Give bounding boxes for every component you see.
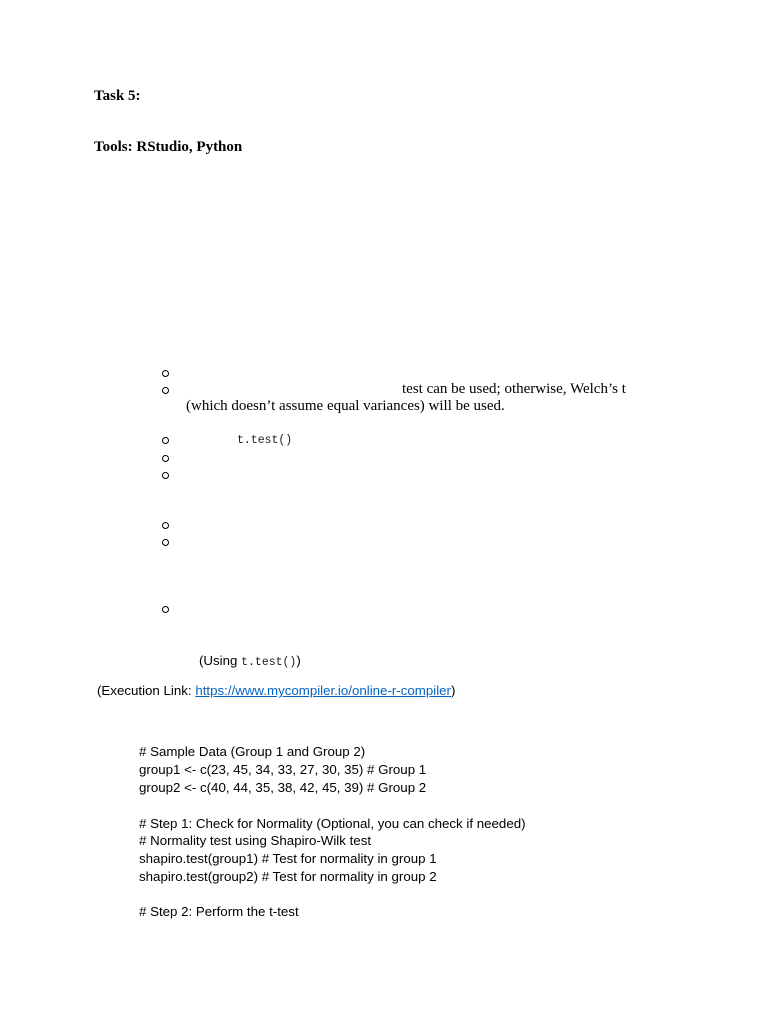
code-line: # Sample Data (Group 1 and Group 2) [139, 744, 366, 759]
bullet-marker-7 [162, 539, 169, 546]
bullet-marker-1 [162, 370, 169, 377]
bullet-2-continuation: (which doesn’t assume equal variances) will be used. [186, 398, 505, 414]
compiler-link[interactable]: https://www.mycompiler.io/online-r-compiler [195, 683, 451, 698]
code-line: group2 <- c(40, 44, 35, 38, 42, 45, 39) # Group 2 [139, 780, 427, 795]
bullet-2-text: test can be used; otherwise, Welch’s t [402, 381, 626, 397]
code-line: # Step 2: Perform the t-test [139, 904, 299, 919]
using-suffix: ) [296, 653, 301, 668]
execution-suffix: ) [451, 683, 456, 698]
code-line: # Step 1: Check for Normality (Optional, you can check if needed) [139, 816, 526, 831]
execution-prefix: (Execution Link: [97, 683, 196, 698]
bullet-marker-6 [162, 522, 169, 529]
execution-line [97, 683, 455, 698]
using-code: t.test() [241, 656, 297, 669]
code-line: shapiro.test(group1) # Test for normality in group 1 [139, 851, 437, 866]
code-line: group1 <- c(23, 45, 34, 33, 27, 30, 35) # Group 1 [139, 762, 427, 777]
bullet-marker-8 [162, 606, 169, 613]
using-line [199, 653, 301, 669]
code-line: shapiro.test(group2) # Test for normality in group 2 [139, 869, 437, 884]
bullet-3-code: t.test() [237, 434, 293, 447]
tools-heading: Tools: RStudio, Python [94, 139, 243, 155]
using-prefix: (Using [199, 653, 242, 668]
task-heading: Task 5: [94, 88, 141, 104]
bullet-marker-5 [162, 472, 169, 479]
code-line: # Normality test using Shapiro-Wilk test [139, 833, 372, 848]
bullet-marker-4 [162, 455, 169, 462]
bullet-marker-2 [162, 387, 169, 394]
bullet-marker-3 [162, 437, 169, 444]
